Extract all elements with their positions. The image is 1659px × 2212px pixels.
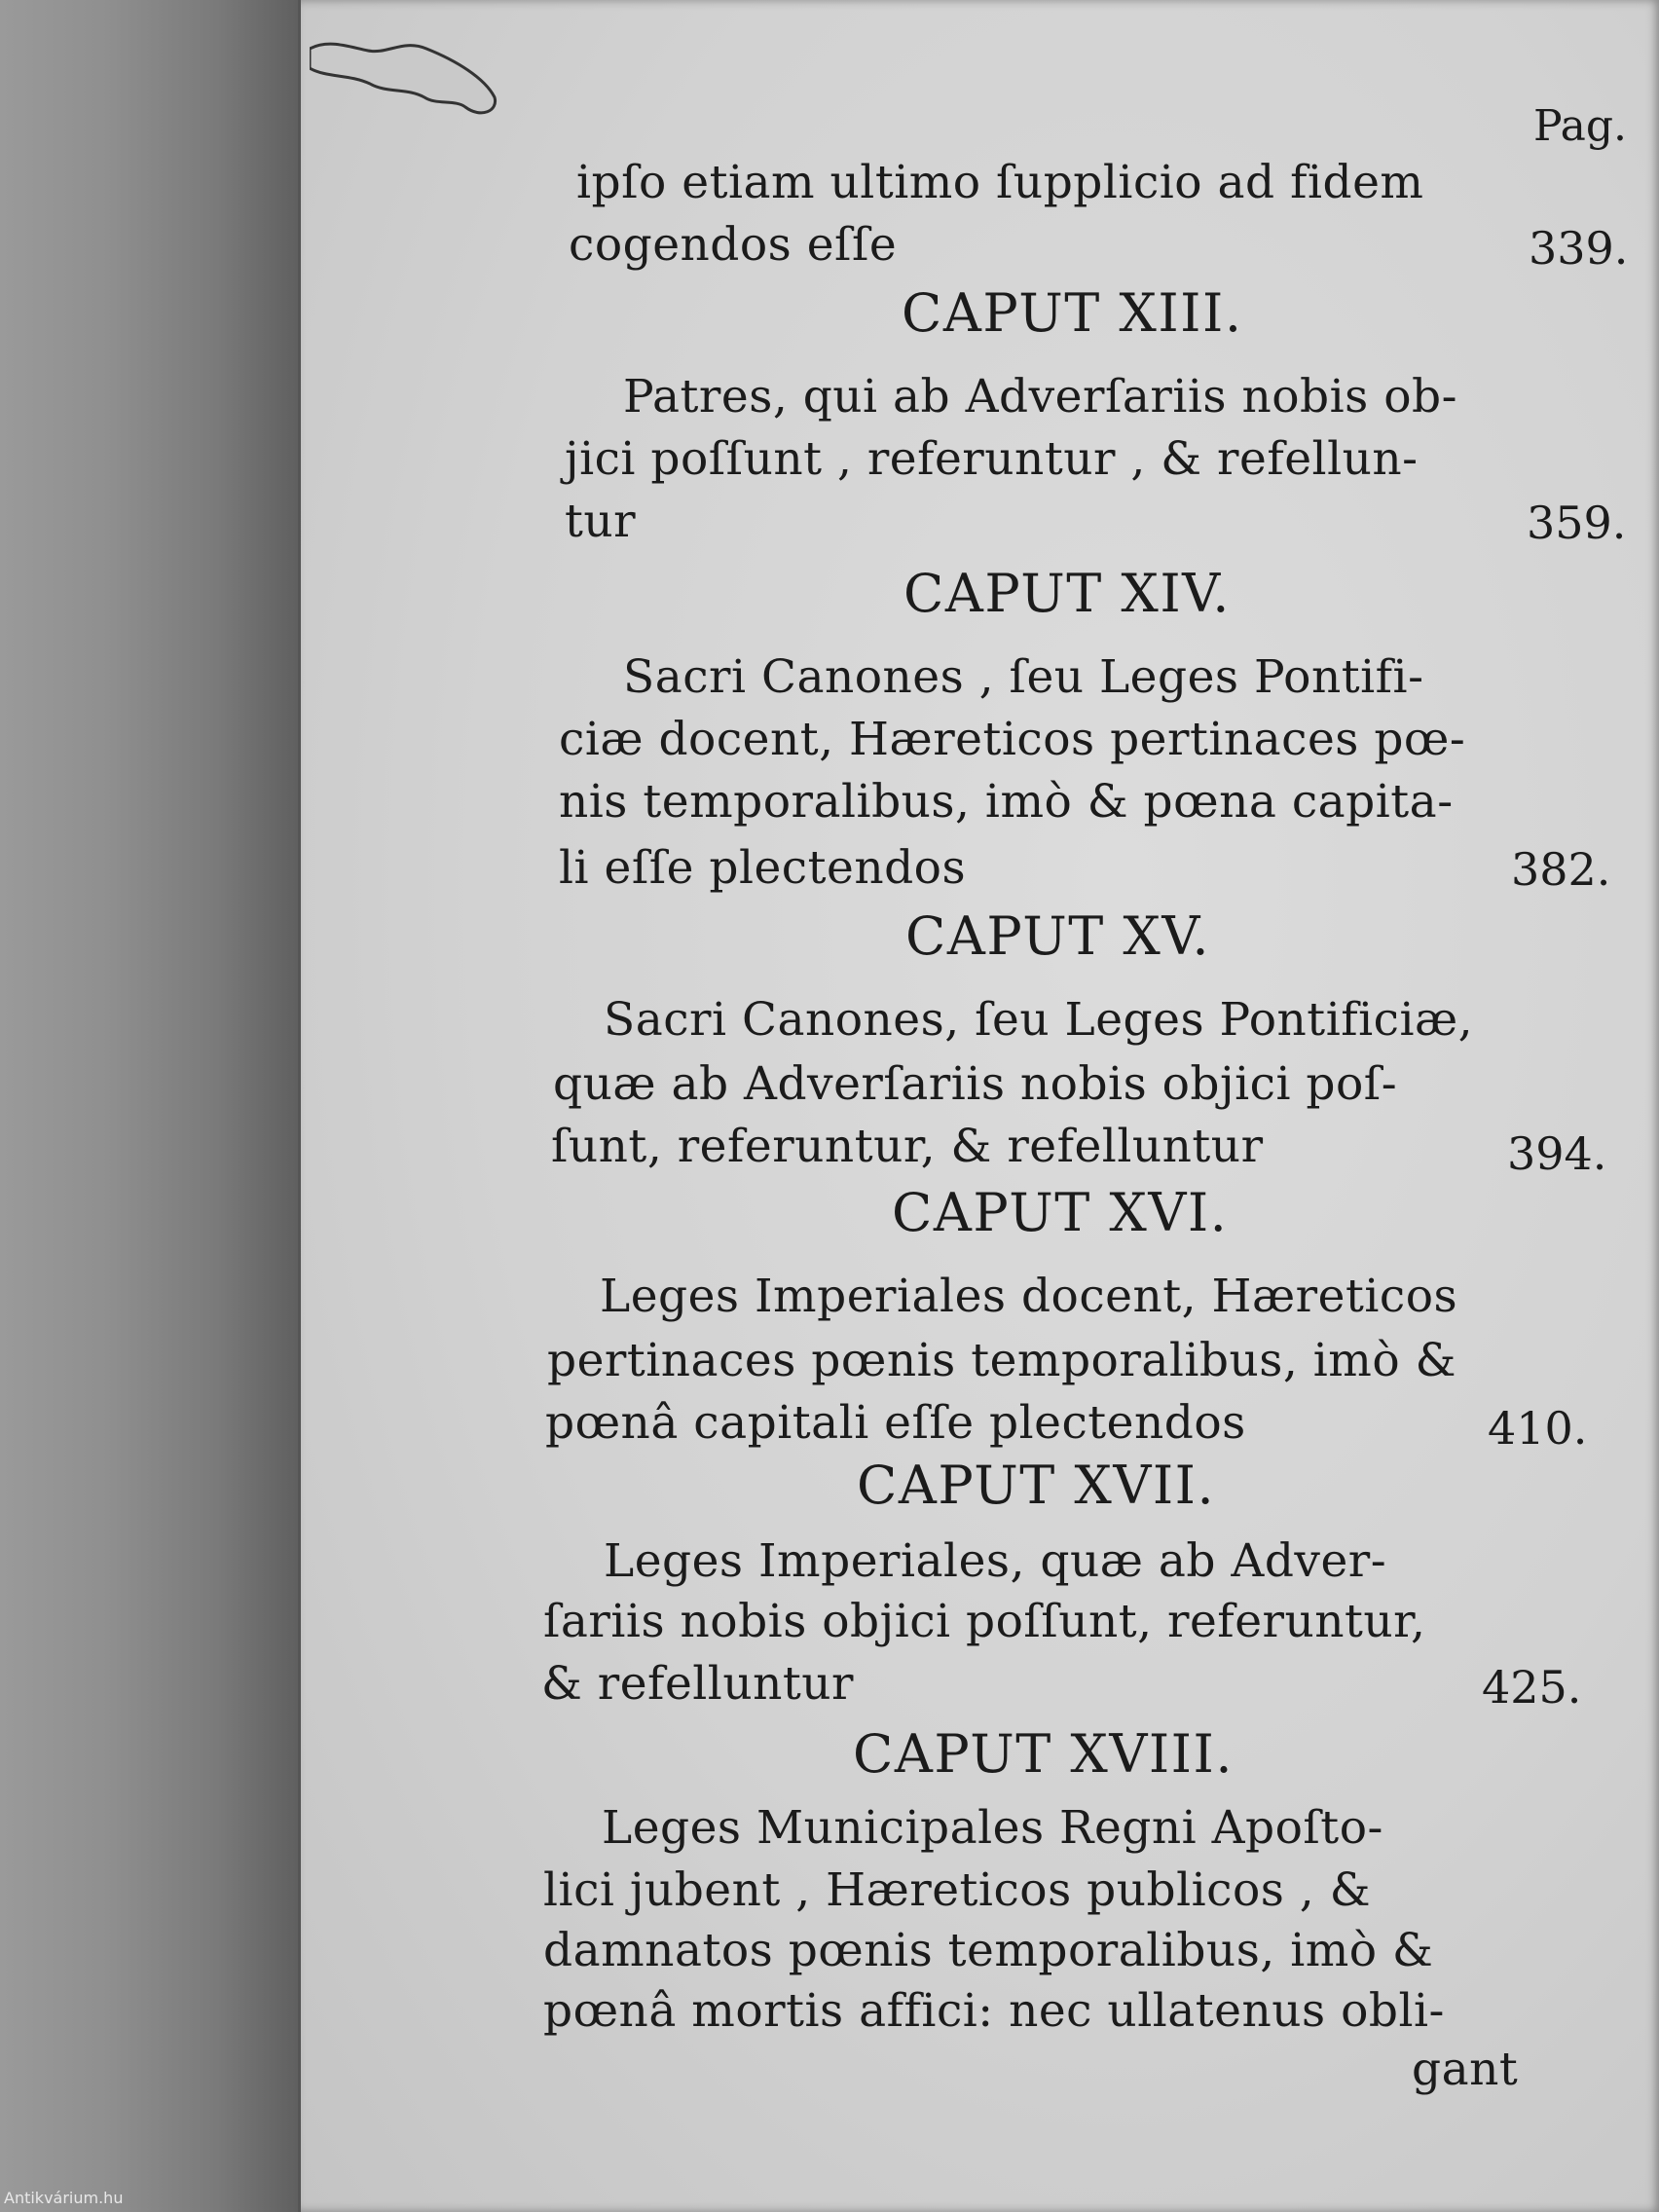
toc-line: jici poſſunt , referuntur , & refellun- bbox=[565, 432, 1419, 486]
toc-line: ſariis nobis objici poſſunt, referuntur, bbox=[543, 1595, 1426, 1648]
toc-page-number: 382. bbox=[1511, 843, 1611, 896]
watermark: Antikvárium.hu bbox=[4, 2189, 124, 2207]
toc-line: Sacri Canones , ſeu Leges Pontifi- bbox=[623, 650, 1424, 704]
chapter-heading: CAPUT XVII. bbox=[857, 1455, 1216, 1516]
toc-line: tur bbox=[565, 495, 637, 548]
chapter-heading: CAPUT XVIII. bbox=[853, 1723, 1234, 1785]
toc-line: Leges Imperiales docent, Hæreticos bbox=[600, 1270, 1458, 1323]
chapter-heading: CAPUT XVI. bbox=[892, 1182, 1229, 1243]
toc-line: Leges Imperiales, quæ ab Adver- bbox=[604, 1534, 1387, 1588]
toc-line: Leges Municipales Regni Apoſto- bbox=[602, 1801, 1383, 1855]
toc-line: ipſo etiam ultimo ſupplicio ad fidem bbox=[576, 156, 1424, 209]
toc-line: li eſſe plectendos bbox=[559, 841, 967, 895]
toc-line: Patres, qui ab Adverſariis nobis ob- bbox=[623, 370, 1457, 424]
toc-page-number: 410. bbox=[1488, 1402, 1588, 1455]
toc-line: pœnâ capitali eſſe plectendos bbox=[545, 1396, 1246, 1450]
toc-line: & refelluntur bbox=[541, 1657, 854, 1711]
toc-line: pœnâ mortis affici: nec ullatenus obli- bbox=[543, 1984, 1445, 2038]
page-header: Pag. bbox=[1533, 101, 1628, 151]
toc-line: ciæ docent, Hæreticos pertinaces pœ- bbox=[559, 713, 1466, 766]
chapter-heading: CAPUT XIV. bbox=[903, 563, 1231, 624]
toc-line: ſunt, referuntur, & refelluntur bbox=[551, 1120, 1264, 1173]
toc-page-number: 359. bbox=[1527, 497, 1627, 549]
toc-line: Sacri Canones, ſeu Leges Pontificiæ, bbox=[604, 993, 1474, 1047]
toc-line: nis temporalibus, imò & pœna capita- bbox=[559, 775, 1454, 829]
toc-page-number: 394. bbox=[1507, 1127, 1607, 1180]
toc-line: cogendos eſſe bbox=[569, 218, 898, 272]
chapter-heading: CAPUT XV. bbox=[905, 905, 1211, 967]
toc-line: damnatos pœnis temporalibus, imò & bbox=[543, 1924, 1434, 1977]
toc-page-number: 425. bbox=[1482, 1661, 1582, 1714]
toc-page-number: 339. bbox=[1529, 222, 1629, 275]
torn-corner-mark bbox=[310, 29, 504, 136]
toc-line: pertinaces pœnis temporalibus, imò & bbox=[547, 1334, 1456, 1387]
catchword: gant bbox=[1412, 2043, 1519, 2096]
toc-line: quæ ab Adverſariis nobis objici poſ- bbox=[553, 1057, 1398, 1111]
toc-line: lici jubent , Hæreticos publicos , & bbox=[543, 1863, 1372, 1917]
book-gutter bbox=[0, 0, 310, 2212]
chapter-heading: CAPUT XIII. bbox=[902, 282, 1243, 344]
